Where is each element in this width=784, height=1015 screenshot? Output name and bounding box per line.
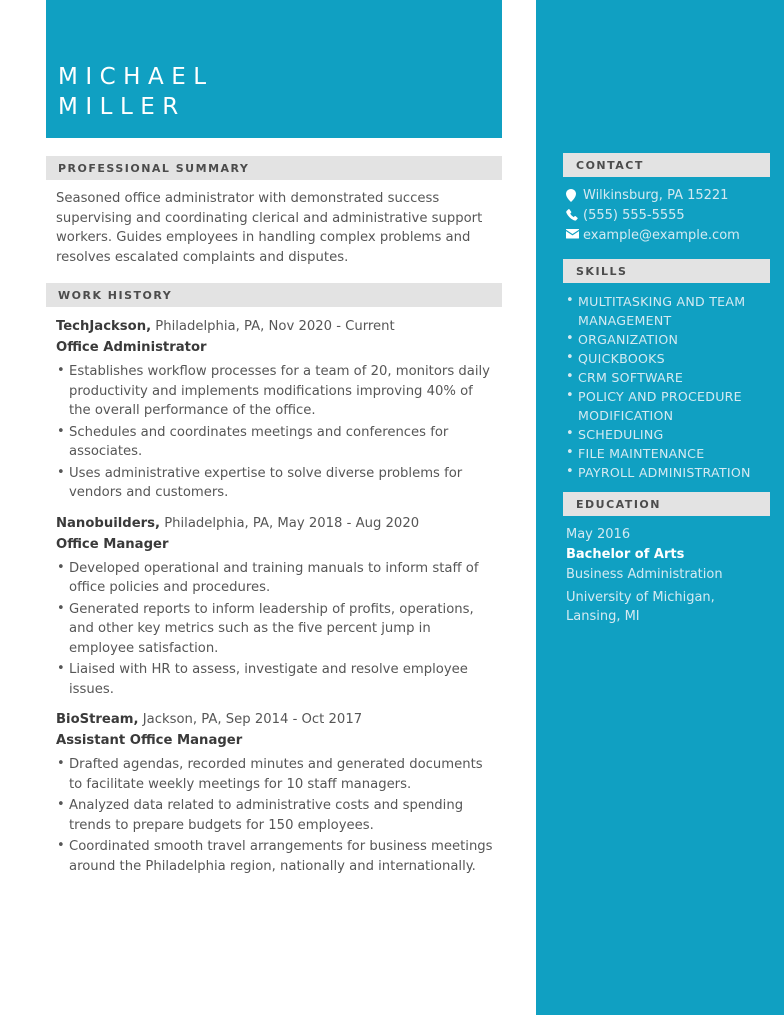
list-item: • Analyzed data related to administrative costs and spending trends to prepare budgets for 150 employees.: [56, 796, 494, 835]
work-company: BioStream,: [56, 712, 139, 727]
work-entry-header: [56, 513, 494, 534]
first-name: MICHAEL: [58, 64, 214, 90]
contact-list: [536, 177, 784, 245]
summary-section-title: PROFESSIONAL SUMMARY: [58, 161, 250, 175]
list-item: • MULTITASKING AND TEAM MANAGEMENT: [566, 292, 770, 330]
list-item: • Developed operational and training manuals to inform staff of office policies and procedures.: [56, 559, 494, 598]
list-item: • Generated reports to inform leadership of profits, operations, and other key metrics such as the five percent jump in employee satisfaction.: [56, 600, 494, 659]
list-item: • QUICKBOOKS: [566, 349, 770, 368]
list-item: • Coordinated smooth travel arrangements for business meetings around the Philadelphia region, nationally and internationally.: [56, 837, 494, 876]
work-bullets: [56, 362, 494, 503]
contact-section-title: CONTACT: [576, 158, 644, 172]
work-job-title: Assistant Office Manager: [56, 733, 243, 748]
sidebar-section-header-education: [563, 492, 770, 516]
work-bullets: [56, 559, 494, 700]
work-entry: [46, 709, 502, 876]
list-item: • Drafted agendas, recorded minutes and generated documents to facilitate weekly meetings for 10 staff managers.: [56, 755, 494, 794]
work-company: TechJackson,: [56, 319, 152, 334]
work-job-title: Office Administrator: [56, 340, 207, 355]
phone-icon: [566, 206, 583, 221]
candidate-name: [58, 62, 214, 122]
list-item: • Establishes workflow processes for a team of 20, monitors daily productivity and implements modifications improving 40% of the overall performance of the office.: [56, 362, 494, 421]
contact-item-location: [566, 186, 770, 205]
contact-item-email: [566, 226, 770, 245]
work-bullets: [56, 755, 494, 876]
education-body: [536, 516, 784, 626]
work-company: Nanobuilders,: [56, 515, 160, 531]
work-meta: Philadelphia, PA, May 2018 - Aug 2020: [160, 515, 420, 531]
contact-email-value: example@example.com: [583, 228, 740, 243]
list-item: • POLICY AND PROCEDURE MODIFICATION: [566, 387, 770, 425]
list-item: • Uses administrative expertise to solve diverse problems for vendors and customers.: [56, 464, 494, 503]
contact-item-phone: [566, 206, 770, 225]
work-entry-header: [56, 316, 494, 337]
sidebar: [536, 0, 784, 1015]
education-field: Business Administration: [566, 567, 723, 582]
work-entry: [46, 513, 502, 700]
list-item: • FILE MAINTENANCE: [566, 444, 770, 463]
education-school: University of Michigan, Lansing, MI: [566, 590, 715, 624]
section-header-work-history: [46, 283, 502, 307]
work-entry: [46, 316, 502, 503]
list-item: • PAYROLL ADMINISTRATION: [566, 463, 770, 482]
work-entry-header: [56, 709, 494, 730]
summary-text: Seasoned office administrator with demonstrated success supervising and coordinating clerical and administrative support workers. Guides employees in handling complex problems and resolves escalated complaints and disputes.: [56, 191, 483, 265]
name-header-banner: [46, 0, 502, 138]
contact-location-value: Wilkinsburg, PA 15221: [583, 188, 729, 203]
skills-list: [566, 292, 770, 482]
list-item: • Schedules and coordinates meetings and conferences for associates.: [56, 423, 494, 462]
location-pin-icon: [566, 186, 583, 202]
contact-phone-value: (555) 555-5555: [583, 208, 685, 223]
section-header-professional-summary: [46, 156, 502, 180]
work-meta: Philadelphia, PA, Nov 2020 - Current: [151, 319, 395, 334]
main-column: [46, 138, 502, 886]
skills-body: [536, 283, 784, 482]
list-item: • ORGANIZATION: [566, 330, 770, 349]
work-job-title: Office Manager: [56, 536, 169, 552]
work-meta: Jackson, PA, Sep 2014 - Oct 2017: [138, 712, 363, 727]
sidebar-section-header-skills: [563, 259, 770, 283]
education-degree: Bachelor of Arts: [566, 547, 685, 562]
skills-section-title: SKILLS: [576, 264, 628, 278]
list-item: • CRM SOFTWARE: [566, 368, 770, 387]
envelope-icon: [566, 226, 583, 239]
sidebar-section-header-contact: [563, 153, 770, 177]
work-section-title: WORK HISTORY: [58, 288, 173, 302]
education-date: May 2016: [566, 527, 631, 542]
list-item: • SCHEDULING: [566, 425, 770, 444]
list-item: • Liaised with HR to assess, investigate and resolve employee issues.: [56, 660, 494, 699]
last-name: MILLER: [58, 94, 186, 120]
education-section-title: EDUCATION: [576, 497, 661, 511]
